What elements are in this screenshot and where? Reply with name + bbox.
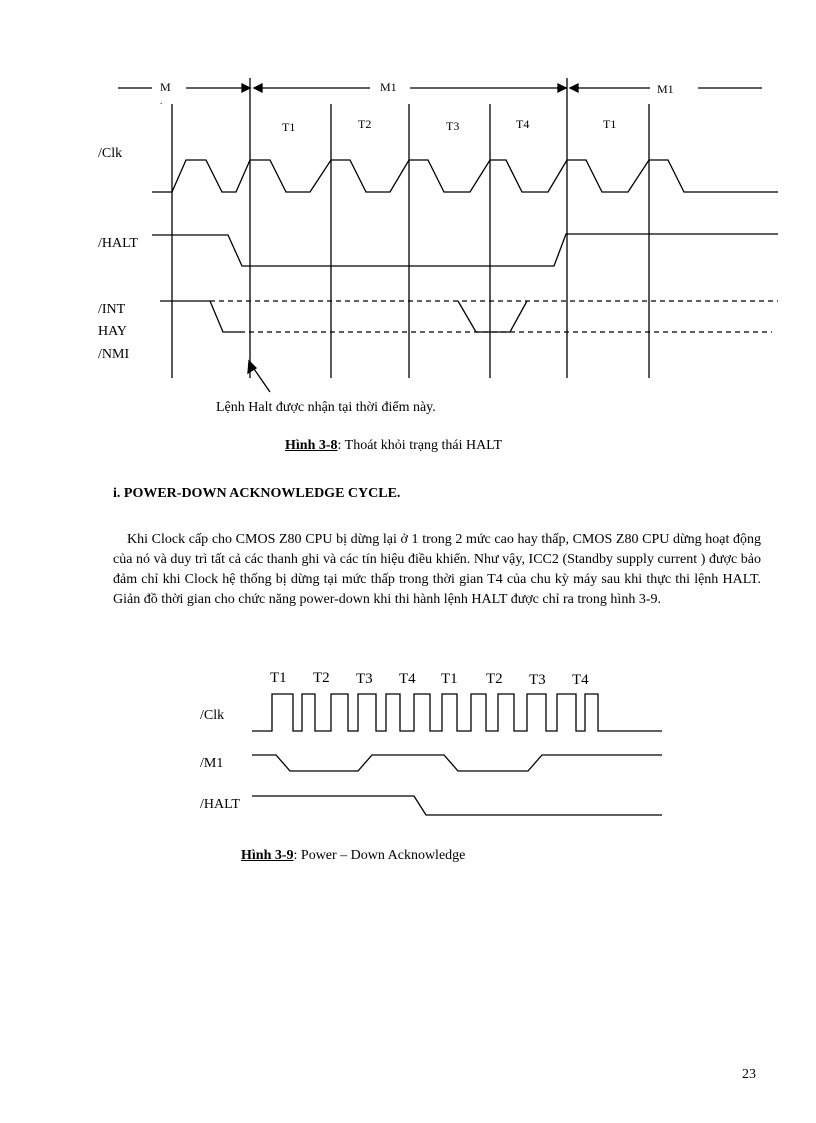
- signal-label-int: /INT: [98, 302, 126, 317]
- state-label: T2: [358, 117, 372, 131]
- signal-label-nmi: /NMI: [98, 347, 130, 362]
- signal-label-m1: /M1: [200, 756, 224, 771]
- halt-annotation: Lệnh Halt được nhận tại thời điểm này.: [216, 400, 436, 415]
- section-heading: i. POWER-DOWN ACKNOWLEDGE CYCLE.: [113, 486, 401, 501]
- signal-label-halt: /HALT: [98, 236, 138, 251]
- state-label: T3: [529, 672, 546, 688]
- state-label: T4: [516, 117, 530, 131]
- state-label: T2: [313, 670, 330, 686]
- signal-label-hay: HAY: [98, 324, 128, 339]
- figure-3-9-caption: [241, 848, 465, 864]
- state-label: T3: [356, 671, 373, 687]
- signal-label-clk: /Clk: [98, 146, 123, 161]
- halt-waveform-2: [252, 796, 662, 815]
- caption-label: Hình 3-8: [285, 438, 338, 453]
- caption-text: : Power – Down Acknowledge: [293, 848, 466, 863]
- int-waveform-solid: [160, 301, 527, 332]
- figure-3-8-caption: [285, 438, 502, 454]
- state-label: T1: [270, 670, 287, 686]
- m1-waveform: [252, 755, 662, 771]
- cycle-label: M1: [380, 80, 397, 94]
- signal-label-halt: /HALT: [200, 797, 240, 812]
- state-label: T4: [572, 672, 589, 688]
- state-label: T1: [603, 117, 617, 131]
- figure-3-8-timing-diagram: [0, 0, 816, 420]
- cycle-label: M: [160, 80, 171, 94]
- section-paragraph: Khi Clock cấp cho CMOS Z80 CPU bị dừng lại ở 1 trong 2 mức cao hay thấp, CMOS Z80 CPU dừng hoạt động của nó và duy trì tất cả các thanh ghi và các tín hiệu điều khiển. Như vậy, ICC2 (Standby supply current ) được bảo đảm chỉ khi Clock hệ thống bị dừng tại mức thấp trong thời gian T4 của chu kỳ máy sau khi thực thi lệnh HALT. Giản đồ thời gian cho chức năng power-down khi thi hành lệnh HALT được chỉ ra trong hình 3-9.: [113, 532, 761, 607]
- state-label: T1: [441, 671, 458, 687]
- state-label: T2: [486, 671, 503, 687]
- state-label: T3: [446, 119, 460, 133]
- cycle-label: M1: [657, 82, 674, 96]
- figure-3-9-timing-diagram: [0, 660, 816, 830]
- page-number: 23: [742, 1067, 756, 1082]
- state-label: T4: [399, 671, 416, 687]
- state-label: T1: [282, 120, 296, 134]
- clk-square-waveform: [252, 694, 662, 731]
- caption-label: Hình 3-9: [241, 848, 294, 863]
- clk-waveform: [152, 160, 778, 192]
- svg-text:.: .: [160, 96, 163, 106]
- caption-text: : Thoát khỏi trạng thái HALT: [337, 438, 502, 453]
- halt-waveform: [152, 234, 778, 266]
- signal-label-clk: /Clk: [200, 708, 225, 723]
